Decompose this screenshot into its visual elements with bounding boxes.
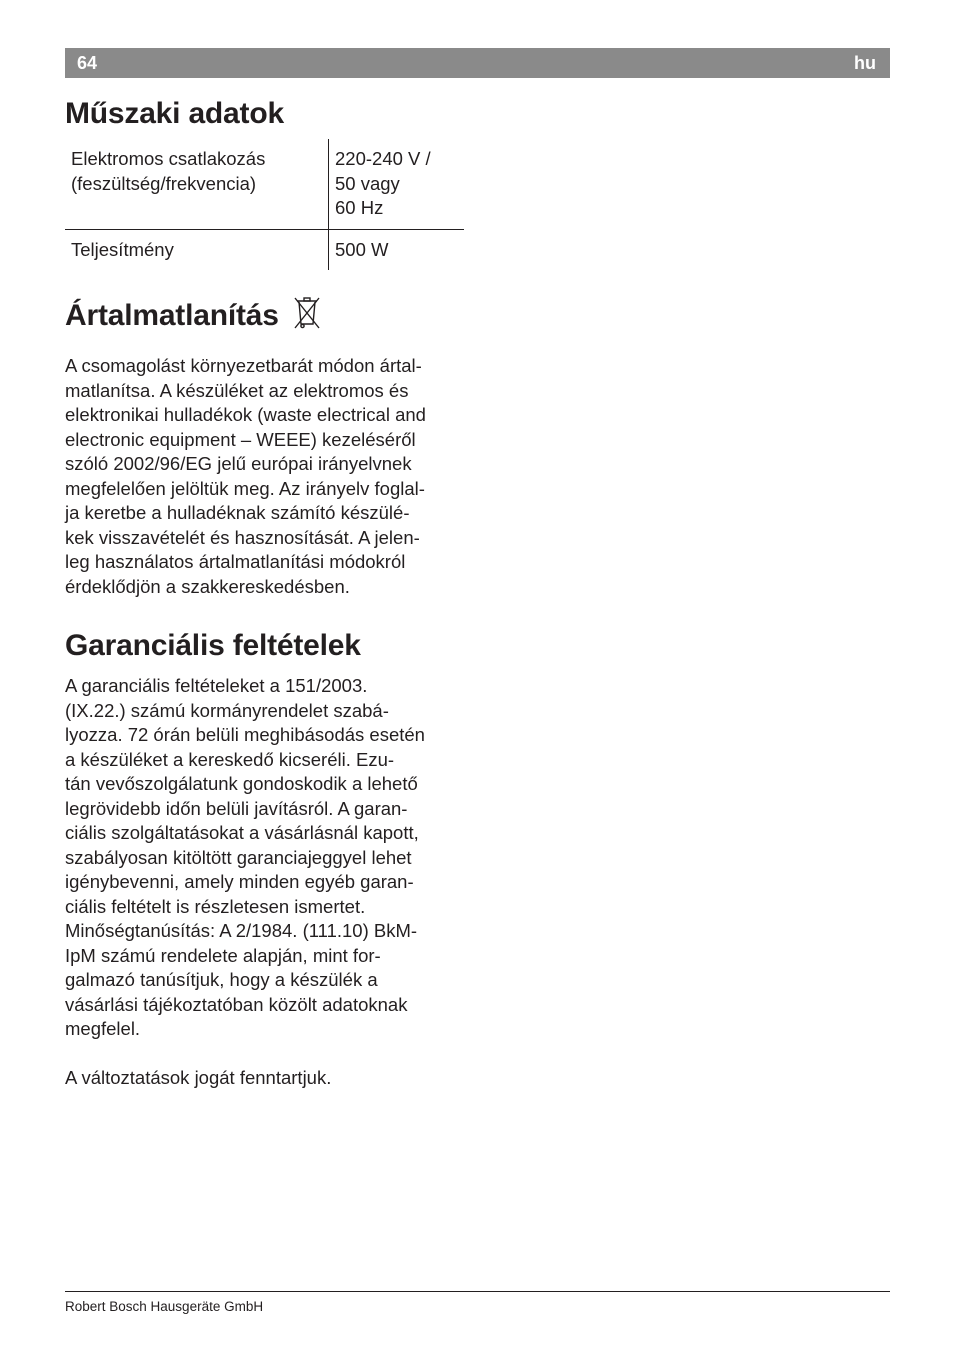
warranty-title: Garanciális feltételek: [65, 629, 361, 662]
changes-reserved-note: A változtatások jogát fenntartjuk.: [65, 1067, 332, 1088]
warranty-text: A garanciális feltételeket a 151/2003. (IX.22.) számú kormányrendelet szabá- lyozza. 72 órán belüli meghibásodás esetén a készüléket a kereskedő kicseréli. Ezu- tán vevőszolgálatunk gondoskodik a lehető legrövidebb időn belüli javításról. A garan- ciális szolgáltatásokat a vásárlásnál kapott, szabályosan kitöltött garanciajeggyel lehet igénybevenni, amely minden egyéb garan- ciális feltételt is részletesen ismertet. Minőségtanúsítás: A 2/1984. (111.10) BkM- IpM számú rendelete alapján, mint for- galmazó tanúsítjuk, hogy a készülék a vásárlási tájékoztatóban közölt adatoknak megfelel.: [65, 675, 425, 1039]
table-row: [65, 139, 464, 229]
table-row: [65, 229, 464, 270]
disposal-text: A csomagolást környezetbarát módon ártal- matlanítsa. A készüléket az elektromos és elektronikai hulladékok (waste electrical and electronic equipment – WEEE) kezeléséről szóló 2002/96/EG jelű európai irányelvnek megfelelően jelöltük meg. Az irányelv foglal- ja keretbe a hulladéknak számító készülé- kek visszavételét és hasznosítását. A jelen- leg használatos ártalmatlanítási módokról érdeklődjön a szakkereskedésben.: [65, 355, 426, 597]
footer-divider: [65, 1291, 890, 1292]
page-header-bar: [65, 48, 890, 78]
crossed-out-wheelie-bin-icon: [293, 295, 321, 339]
spec-label: Teljesítmény: [65, 229, 329, 270]
spec-label: Elektromos csatlakozás (feszültség/frekvencia): [65, 139, 329, 229]
disposal-title: Ártalmatlanítás: [65, 299, 279, 332]
footer-company: Robert Bosch Hausgeräte GmbH: [65, 1299, 264, 1314]
disposal-title-row: [65, 295, 321, 339]
page-number: 64: [77, 53, 98, 73]
language-code: hu: [854, 53, 876, 73]
specs-title: Műszaki adatok: [65, 97, 284, 130]
spec-value: 500 W: [329, 229, 465, 270]
spec-value: 220-240 V / 50 vagy 60 Hz: [335, 148, 431, 218]
specs-table: [65, 139, 464, 270]
